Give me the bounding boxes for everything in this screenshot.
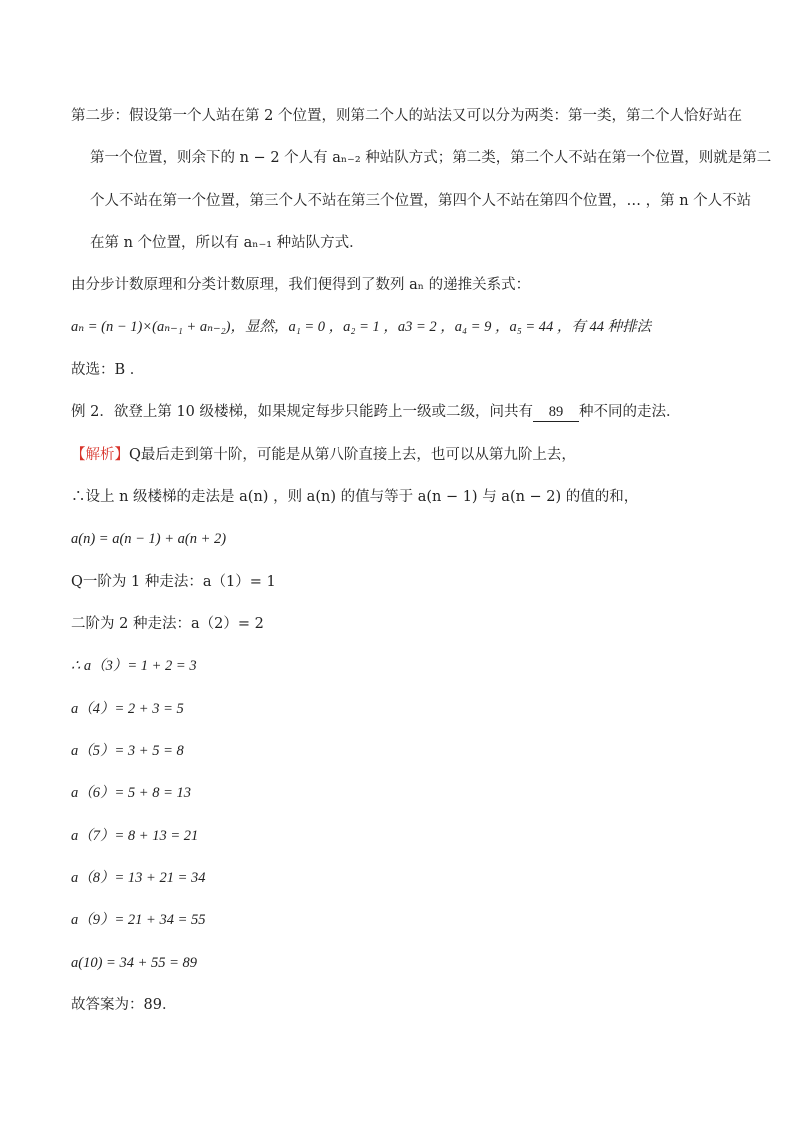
calc-a8: a（8）= 13 + 21 = 34 <box>71 870 206 886</box>
step-two-line-4: 在第 n 个位置，所以有 aₙ₋₁ 种站队方式． <box>90 235 364 251</box>
question-text-after: 种不同的走法． <box>579 404 681 420</box>
calc-a6: a（6）= 5 + 8 = 13 <box>71 785 191 801</box>
recursion-equation: a(n) = a(n − 1) + a(n + 2) <box>71 531 227 547</box>
base-case-1: Q一阶为 1 种走法：a（1）= 1 <box>71 574 276 590</box>
base-case-2: 二阶为 2 种走法：a（2）= 2 <box>71 616 264 632</box>
calc-a4: a（4）= 2 + 3 = 5 <box>71 701 184 717</box>
calc-a9: a（9）= 21 + 34 = 55 <box>71 912 206 928</box>
recurrence-intro: 由分步计数原理和分类计数原理，我们便得到了数列 aₙ 的递推关系式： <box>71 277 531 293</box>
recurrence-formula: aₙ = (n − 1)×(aₙ₋₁ + aₙ₋₂)，显然，a₁ = 0 ，a₂ = 1 ，a3 = 2 ，a₄ = 9 ，a₅ = 44 ，有 44 种排法 <box>71 319 652 335</box>
step-two-line-2: 第一个位置，则余下的 n − 2 个人有 aₙ₋₂ 种站队方式；第二类，第二个人不站在第一个位置，则就是第二 <box>90 150 772 166</box>
analysis-tag: 【解析】 <box>71 447 129 463</box>
answer-blank: 89 <box>533 404 579 422</box>
definition-line: ∴设上 n 级楼梯的走法是 a(n) ，则 a(n) 的值与等于 a(n − 1) 与 a(n − 2) 的值的和， <box>71 489 639 505</box>
step-two-line-1: 第二步：假设第一个人站在第 2 个位置，则第二个人的站法又可以分为两类：第一类，第二个人恰好站在 <box>71 108 742 124</box>
answer-choice: 故选：B ． <box>71 362 145 378</box>
step-two-line-3: 个人不站在第一个位置，第三个人不站在第三个位置，第四个人不站在第四个位置，… ，第 n 个人不站 <box>90 193 752 209</box>
calc-a7: a（7）= 8 + 13 = 21 <box>71 828 199 844</box>
calc-a5: a（5）= 3 + 5 = 8 <box>71 743 184 759</box>
analysis-line <box>71 445 576 465</box>
analysis-text: Q最后走到第十阶，可能是从第八阶直接上去，也可以从第九阶上去， <box>129 447 576 463</box>
calc-a10: a(10) = 34 + 55 = 89 <box>71 955 198 971</box>
question-text-before: 例 2．欲登上第 10 级楼梯，如果规定每步只能跨上一级或二级，问共有 <box>71 404 534 420</box>
example-2-question <box>71 402 681 422</box>
calc-a3: ∴ a（3）= 1 + 2 = 3 <box>71 658 197 674</box>
final-answer: 故答案为：89． <box>71 997 177 1013</box>
